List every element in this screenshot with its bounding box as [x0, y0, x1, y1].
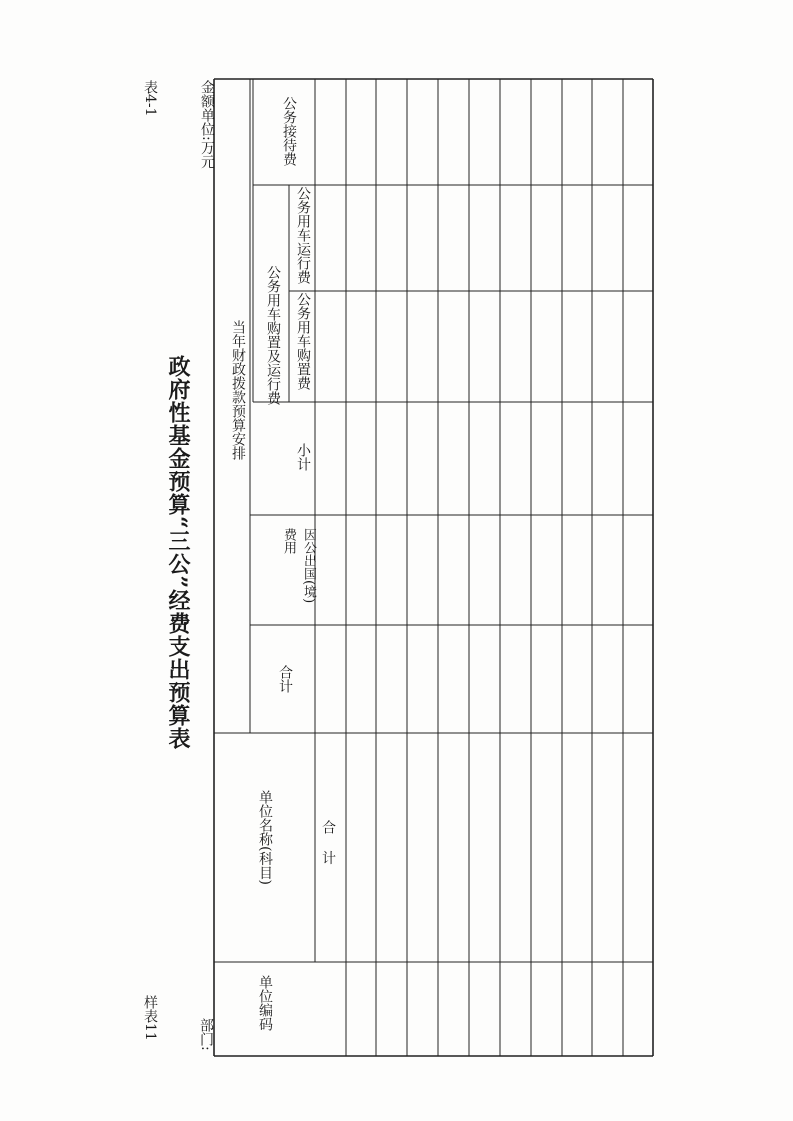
header-unit-code: 单位编码 [257, 975, 273, 1031]
total-row-label: 合 计 [320, 820, 336, 871]
sample-label: 样表11 [142, 995, 158, 1041]
header-vehicle-operation: 公务用车运行费 [295, 186, 311, 284]
header-overseas-expenses: 因公出国(境)费用 [281, 528, 316, 604]
report-title: 政府性基金预算“三公”经费支出预算表 [165, 355, 191, 751]
header-subtotal: 小计 [295, 443, 311, 471]
table-number: 表4-1 [142, 80, 158, 117]
amount-unit-label: 金额单位:万元 [199, 80, 215, 169]
header-reception: 公务接待费 [281, 96, 297, 166]
header-total: 合计 [277, 665, 293, 693]
header-current-year-budget: 当年财政拨款预算安排 [230, 320, 246, 460]
header-vehicle-purchase: 公务用车购置费 [295, 292, 311, 390]
department-label: 部门: [198, 1018, 214, 1051]
header-vehicle-group: 公务用车购置及运行费 [265, 265, 281, 405]
header-unit-name: 单位名称(科目) [257, 790, 273, 885]
